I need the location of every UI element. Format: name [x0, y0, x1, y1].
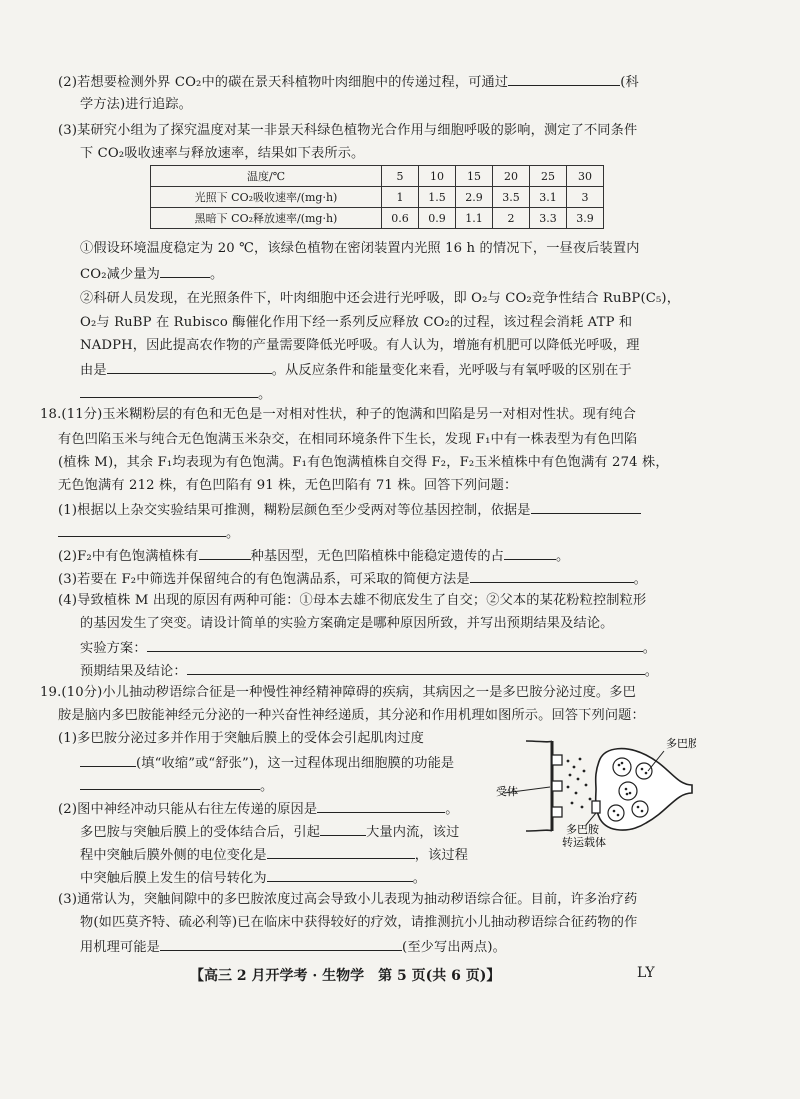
- page-footer: 【高三 2 月开学考 · 生物学 第 5 页(共 6 页)】: [190, 968, 501, 984]
- q19-line2: 胺是脑内多巴胺能神经元分泌的一种兴奋性神经递质，其分泌和作用机理如图所示。回答下列问题：: [58, 708, 645, 723]
- q18-q3-text: (3)若要在 F₂中筛选并保留纯合的有色饱满品系，可采取的简便方法是: [58, 572, 470, 587]
- q17-3-2-line4: [80, 360, 632, 380]
- table-row: [151, 187, 604, 208]
- q17-2-line1: [58, 72, 639, 92]
- table-cell: 0.9: [419, 208, 456, 229]
- q17-3-2-line3: NADPH，因此提高农作物的产量需要降低光呼吸。有人认为，增施有机肥可以降低光呼吸，理: [80, 338, 640, 353]
- table-row: [151, 208, 604, 229]
- q19-q2-text: 中突触后膜上发生的信号转化为: [80, 871, 267, 886]
- q19-q2-line1: [58, 799, 459, 819]
- punct: 。: [210, 267, 224, 282]
- punct: 。: [642, 641, 657, 656]
- table-cell: 15: [456, 166, 493, 187]
- table-cell: 0.6: [382, 208, 419, 229]
- q19-q2-line4: [80, 868, 426, 888]
- answer-blank[interactable]: [80, 753, 136, 767]
- q17-3-1-text: CO₂减少量为: [80, 267, 160, 282]
- q19-q2-text: 程中突触后膜外侧的电位变化是: [80, 848, 267, 863]
- table-cell: 1.1: [456, 208, 493, 229]
- table-cell: 3.3: [530, 208, 567, 229]
- q19-q3-text: 用机理可能是: [80, 940, 161, 955]
- q17-3-2-line2: O₂与 RuBP 在 Rubisco 酶催化作用下经一系列反应释放 CO₂的过程，该过程会消耗 ATP 和: [80, 315, 633, 330]
- q18-line1: 18.(11分)玉米糊粉层的有色和无色是一对相对性状，种子的饱满和凹陷是另一对相对性状。现有纯合: [40, 407, 636, 422]
- answer-blank[interactable]: [504, 546, 556, 560]
- q18-line4: 无色饱满有 212 株，有色凹陷有 91 株，无色凹陷有 71 株。回答下列问题：: [58, 478, 518, 493]
- table-cell: 10: [419, 166, 456, 187]
- q19-q1-line1: (1)多巴胺分泌过多并作用于突触后膜上的受体会引起肌肉过度: [58, 731, 424, 746]
- q18-q1-line2: [58, 523, 239, 543]
- punct: 。: [412, 871, 427, 886]
- result-label: 预期结果及结论：: [80, 664, 187, 679]
- answer-blank[interactable]: [531, 500, 641, 514]
- table-row-label: 光照下 CO₂吸收速率/(mg·h): [151, 187, 382, 208]
- q17-3-2-line1: ②科研人员发现，在光照条件下，叶肉细胞中还会进行光呼吸，即 O₂与 CO₂竞争性结合 RuBP(C₅)，: [80, 291, 681, 306]
- receptor-icon: [552, 755, 562, 817]
- q17-2-text: (2)若想要检测外界 CO₂中的碳在景天科植物叶肉细胞中的传递过程，可通过: [58, 75, 509, 90]
- answer-blank[interactable]: [470, 569, 634, 583]
- q17-3-2-line5: [80, 384, 271, 404]
- q19-line1: 19.(10分)小儿抽动秽语综合征是一种慢性神经精神障碍的疾病，其病因之一是多巴胺分泌过度。多巴: [40, 685, 636, 700]
- q17-2-line2: 学方法)进行追踪。: [80, 97, 192, 112]
- q18-q2-text: (2)F₂中有色饱满植株有: [58, 549, 199, 564]
- q17-2-tail: (科: [620, 75, 639, 90]
- table-cell: 3: [567, 187, 604, 208]
- plan-label: 实验方案：: [80, 641, 147, 656]
- q19-q3-line2: 物(如匹莫齐特、硫必利等)已在临床中获得较好的疗效，请推测抗小儿抽动秽语综合征药物的作: [80, 915, 638, 930]
- q18-result: [80, 661, 658, 681]
- answer-blank[interactable]: [58, 523, 226, 537]
- postsynaptic-outline: [526, 741, 552, 831]
- table-cell: 3.9: [567, 208, 604, 229]
- answer-blank[interactable]: [508, 72, 620, 86]
- q18-q2-text: 种基因型，无色凹陷植株中能稳定遗传的占: [250, 549, 504, 564]
- q18-line2: 有色凹陷玉米与纯合无色饱满玉米杂交，在相同环境条件下生长，发现 F₁中有一株表型为有色凹陷: [58, 432, 638, 447]
- table-cell: 20: [493, 166, 530, 187]
- q18-q4-line1: (4)导致植株 M 出现的原因有两种可能：①母本去雄不彻底发生了自交；②父本的某花粉粒控制粒形: [58, 593, 647, 608]
- answer-blank[interactable]: [320, 822, 366, 836]
- q18-q4-line2: 的基因发生了突变。请设计简单的实验方案确定是哪种原因所致，并写出预期结果及结论。: [80, 616, 614, 631]
- punct: 。: [445, 802, 459, 817]
- answer-blank[interactable]: [80, 776, 260, 790]
- answer-blank[interactable]: [160, 937, 402, 951]
- q19-q2-text: 多巴胺与突触后膜上的受体结合后，引起: [80, 825, 321, 840]
- q19-q1-text: (填“收缩”或“舒张”)，这一过程体现出细胞膜的功能是: [136, 756, 455, 771]
- q18-q1-text: (1)根据以上杂交实验结果可推测，糊粉层颜色至少受两对等位基因控制，依据是: [58, 503, 531, 518]
- table-cell: 3.1: [530, 187, 567, 208]
- q19-q2-text: (2)图中神经冲动只能从右往左传递的原因是: [58, 802, 318, 817]
- answer-blank[interactable]: [147, 638, 643, 652]
- answer-blank[interactable]: [160, 264, 210, 278]
- punct: 。: [260, 779, 274, 794]
- table-cell: 3.5: [493, 187, 530, 208]
- table-cell: 5: [382, 166, 419, 187]
- q17-3-1-line1: ①假设环境温度稳定为 20 ℃，该绿色植物在密闭装置内光照 16 h 的情况下，一昼夜后装置内: [80, 241, 640, 256]
- answer-blank[interactable]: [187, 661, 645, 675]
- transporter-icon: [592, 801, 600, 813]
- cleft-dopamine-dots: [567, 758, 592, 809]
- label-dopamine: 多巴胺: [666, 737, 696, 750]
- q17-3-1-line2: [80, 264, 223, 284]
- table-header-label: 温度/℃: [151, 166, 382, 187]
- punct: 。: [633, 572, 647, 587]
- q19-q2-line2: [80, 822, 459, 842]
- synapse-diagram: [496, 727, 696, 847]
- q18-q2: [58, 546, 569, 566]
- answer-blank[interactable]: [267, 868, 413, 882]
- q18-plan: [80, 638, 656, 658]
- table-row: [151, 166, 604, 187]
- punct: 。: [556, 549, 570, 564]
- answer-blank[interactable]: [80, 384, 258, 398]
- label-receptor: 受体: [496, 785, 518, 798]
- q17-3-2-text: 。从反应条件和能量变化来看，光呼吸与有氧呼吸的区别在于: [271, 363, 632, 378]
- table-cell: 30: [567, 166, 604, 187]
- q19-q2-text: 大量内流，该过: [366, 825, 460, 840]
- q19-q2-line3: [80, 845, 468, 865]
- data-table: [150, 165, 604, 229]
- answer-blank[interactable]: [267, 845, 415, 859]
- label-transporter-1: 多巴胺: [566, 823, 599, 836]
- q17-3-line2: 下 CO₂吸收速率与释放速率，结果如下表所示。: [80, 146, 365, 161]
- table-cell: 1.5: [419, 187, 456, 208]
- table-cell: 1: [382, 187, 419, 208]
- table-cell: 25: [530, 166, 567, 187]
- label-transporter-2: 转运载体: [562, 836, 606, 847]
- q18-line3: (植株 M)，其余 F₁均表现为有色饱满。F₁有色饱满植株自交得 F₂，F₂玉米植株中有色饱满有 274 株，: [58, 455, 669, 470]
- punct: 。: [226, 526, 240, 541]
- answer-blank[interactable]: [317, 799, 445, 813]
- punct: 。: [644, 664, 659, 679]
- table-cell: 2.9: [456, 187, 493, 208]
- q17-3-2-text: 由是: [80, 363, 107, 378]
- q19-q3-line3: [80, 937, 506, 957]
- q19-q3-text: (至少写出两点)。: [402, 940, 506, 955]
- q19-q1-line2: [80, 753, 454, 773]
- answer-blank[interactable]: [199, 546, 251, 560]
- punct: 。: [258, 387, 272, 402]
- q18-q3: [58, 569, 647, 589]
- q19-q3-line1: (3)通常认为，突触间隙中的多巴胺浓度过高会导致小儿表现为抽动秽语综合征。目前，许多治疗药: [58, 892, 638, 907]
- footer-code: LY: [637, 965, 655, 981]
- q19-q1-line3: [80, 776, 273, 796]
- q17-3-line1: (3)某研究小组为了探究温度对某一非景天科绿色植物光合作用与细胞呼吸的影响，测定了不同条件: [58, 123, 638, 138]
- table-cell: 2: [493, 208, 530, 229]
- q19-q2-text: ，该过程: [414, 848, 469, 863]
- q18-q1-line1: [58, 500, 641, 520]
- synapse-figure: [496, 727, 696, 847]
- answer-blank[interactable]: [107, 360, 272, 374]
- table-row-label: 黑暗下 CO₂释放速率/(mg·h): [151, 208, 382, 229]
